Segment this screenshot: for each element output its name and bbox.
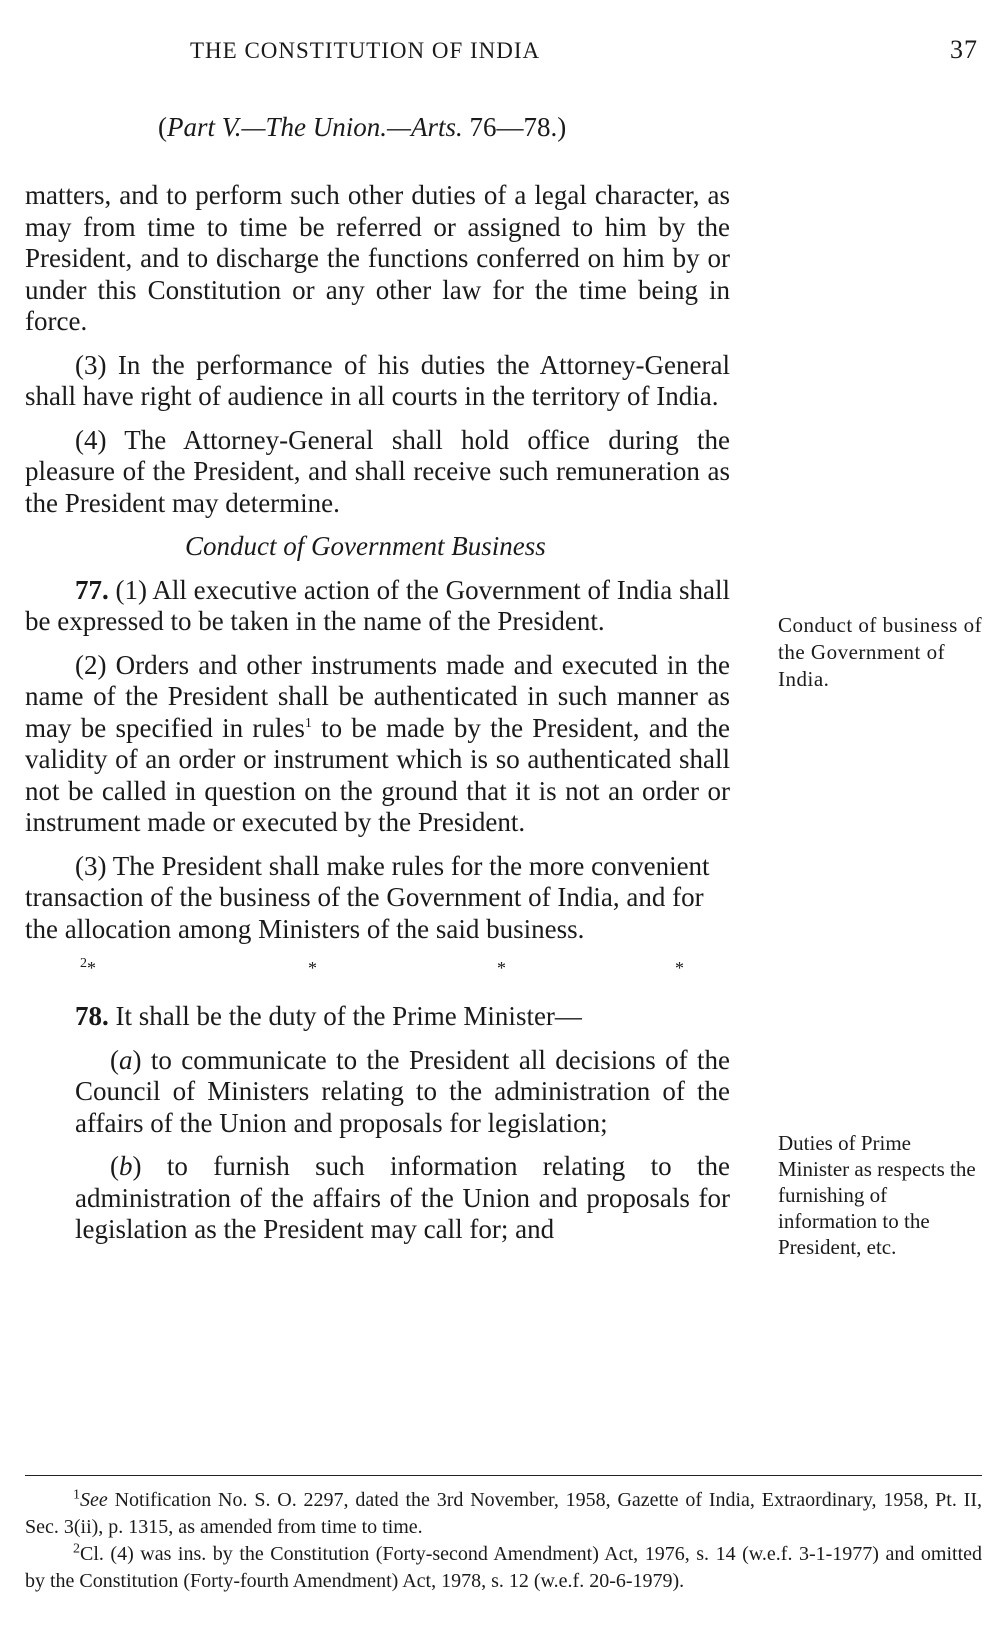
article78-number: 78.: [75, 1001, 109, 1031]
article77-clause2: [25, 650, 730, 839]
footnote-1: [25, 1487, 982, 1541]
article76-continuation: matters, and to perform such other duties of a legal character, as may from time to time be referred or assigned to him by the President, and to discharge the functions conferred on him by or under this Constitution or any other law for the time being in force.: [25, 180, 730, 336]
article77-clause1: [25, 575, 730, 638]
omission-star-4: *: [675, 958, 684, 978]
running-title: THE CONSTITUTION OF INDIA: [190, 38, 541, 63]
part-heading: [158, 112, 566, 143]
section-heading-conduct: Conduct of Government Business: [185, 531, 546, 561]
part-heading-italic: Part V.—The Union.—Arts.: [167, 112, 463, 142]
article78-clause-b: (b) to furnish such information relating to the administration of the affairs of the Union and proposals for legislation as the President may call for; and: [75, 1151, 730, 1244]
footnote-1-text: Notification No. S. O. 2297, dated the 3rd November, 1958, Gazette of India, Extraordinary, 1958, Pt. II, Sec. 3(ii), p. 1315, as amended from time to time.: [25, 1489, 982, 1538]
part-heading-rest: 76—78.): [462, 112, 567, 142]
marginal-note-article77: Conduct of business of the Government of India.: [778, 613, 983, 691]
omission-stars: [25, 949, 730, 995]
footnote-2: [25, 1541, 982, 1595]
marginal-note-article78: Duties of Prime Minister as respects the furnishing of information to the President, etc.: [778, 1131, 976, 1259]
article77-clause2-text-a: (2) Orders and other instruments made and executed in the name of the President shall be authenticated in such manner as may be specified in rules: [25, 649, 730, 743]
footnote-2-marker: 2: [73, 1541, 80, 1557]
footnote-1-italic: See: [80, 1489, 108, 1511]
article78-clause-a-text: to communicate to the President all decisions of the Council of Ministers relating to the administration of the affairs of the Union and proposals for legislation;: [75, 1044, 730, 1138]
footnote-divider: [25, 1475, 982, 1476]
article78-intro-text: It shall be the duty of the Prime Minister—: [108, 1001, 582, 1031]
article77-clause3: (3) The President shall make rules for the more convenient transaction of the business of the Government of India, and for the allocation among Ministers of the said business.: [25, 850, 710, 944]
page-number: 37: [950, 35, 978, 64]
omission-star-3: *: [497, 958, 506, 978]
article78-clause-b-text: to furnish such information relating to the administration of the affairs of the Union and proposals for legislation as the President may call for; and: [75, 1151, 730, 1244]
article76-clause4: (4) The Attorney-General shall hold office during the pleasure of the President, and shall receive such remuneration as the President may determine.: [25, 424, 730, 518]
article77-clause1-text: (1) All executive action of the Government of India shall be expressed to be taken in the name of the President.: [25, 574, 730, 636]
footnotes: [25, 1487, 982, 1595]
footnote-2-text: Cl. (4) was ins. by the Constitution (Forty-second Amendment) Act, 1976, s. 14 (w.e.f. 3-1-1977) and omitted by the Constitution (Forty-fourth Amendment) Act, 1978, s. 12 (w.e.f. 20-6-1979).: [25, 1543, 982, 1592]
main-text-column: [25, 180, 730, 1258]
article76-clause3: (3) In the performance of his duties the Attorney-General shall have right of audience in all courts in the territory of India.: [25, 349, 730, 411]
article78-clause-a: (a) to communicate to the President all decisions of the Council of Ministers relating to the administration of the affairs of the Union and proposals for legislation;: [75, 1044, 730, 1138]
footnote-ref-1: 1: [304, 715, 312, 731]
omission-star-1-glyph: *: [87, 958, 96, 978]
part-heading-open: (: [158, 112, 167, 142]
article78-clause-a-label: a: [119, 1044, 133, 1075]
footnote-1-marker: 1: [73, 1487, 80, 1503]
footnote-ref-2: 2: [80, 956, 87, 971]
article78-clause-b-label: b: [119, 1151, 133, 1181]
article77-number: 77.: [75, 574, 109, 605]
omission-star-2: *: [308, 958, 317, 978]
article78-intro: [25, 1001, 730, 1033]
omission-star-1: [80, 953, 96, 985]
article77-clause2-text-b: to be made by the President, and the validity of an order or instrument which is so authenticated shall not be called in question on the ground that it is not an order or instrument made or executed by the President.: [25, 712, 730, 837]
